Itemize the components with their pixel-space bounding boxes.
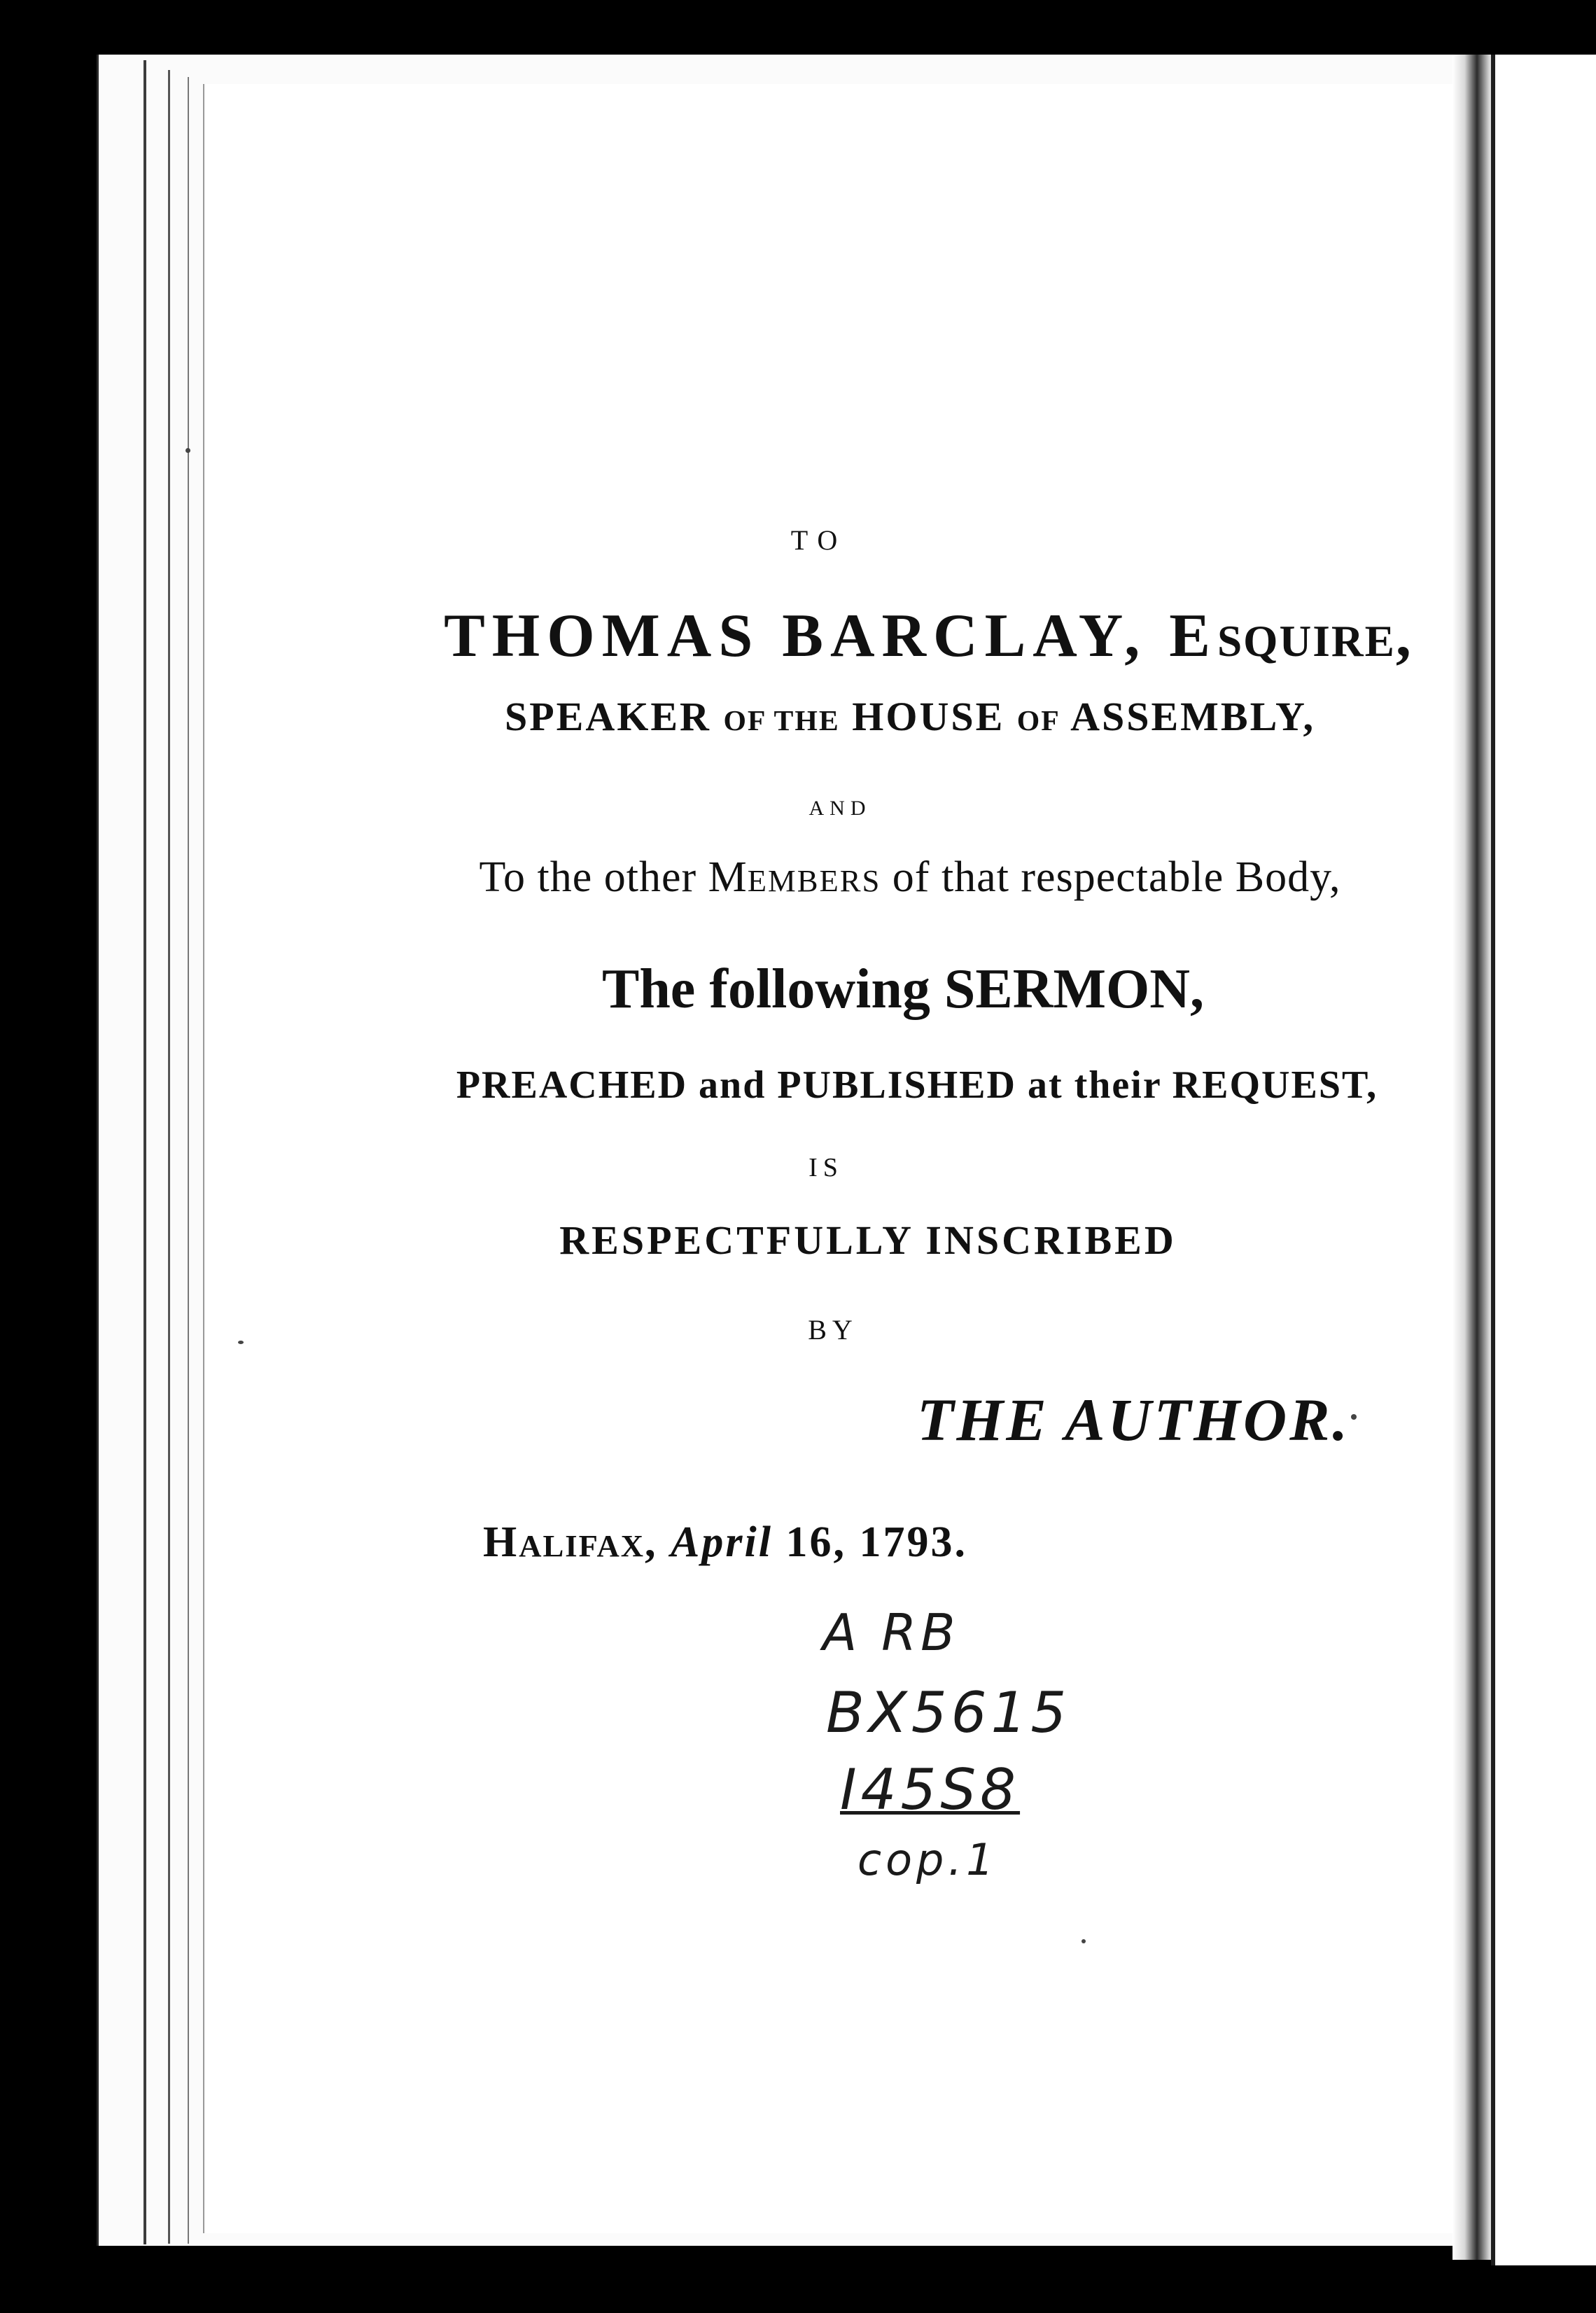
dedication-to: TO xyxy=(790,524,848,556)
paper-speck xyxy=(186,448,190,453)
members-line xyxy=(0,853,1596,902)
dedicatee-name xyxy=(0,601,1596,671)
place-rest: ALIFAX xyxy=(519,1528,645,1563)
preached-line: PREACHED and PUBLISHED at their REQUEST, xyxy=(456,1063,1378,1107)
members-word: EMBERS xyxy=(747,863,881,898)
dedication-is: IS xyxy=(808,1153,844,1182)
call-number-line-1: A RB xyxy=(822,1603,960,1662)
speaker-assembly: ASSEMBLY, xyxy=(1070,694,1316,739)
author-signature: THE AUTHOR. xyxy=(917,1386,1350,1453)
dateline-date: 16, 1793. xyxy=(772,1518,967,1566)
dedication-by: BY xyxy=(808,1314,858,1346)
dedicatee-punct: , xyxy=(1395,602,1418,670)
speaker-of: OF xyxy=(1016,705,1060,737)
speaker-house: HOUSE xyxy=(852,694,1005,739)
dedication-and: AND xyxy=(808,797,872,820)
scan-border xyxy=(0,2265,1596,2313)
paper-speck xyxy=(1082,1939,1086,1943)
paper-speck xyxy=(238,1341,244,1344)
dedicatee-title: SQUIRE xyxy=(1217,617,1396,666)
speaker-of-the: OF THE xyxy=(723,705,840,737)
members-start: To the other M xyxy=(479,853,748,901)
members-end: of that respectable Body, xyxy=(881,853,1341,901)
respectfully-line: RESPECTFULLY INSCRIBED xyxy=(559,1217,1177,1263)
dedicatee-name-main: THOMAS BARCLAY, E xyxy=(444,602,1217,670)
place-initial: H xyxy=(483,1518,519,1566)
following-sermon-line: The following SERMON, xyxy=(601,958,1205,1020)
dateline-month: April xyxy=(671,1518,773,1566)
dateline-sep: , xyxy=(645,1518,671,1566)
call-number-line-3: I45S8 xyxy=(840,1757,1021,1822)
call-number-line-4: cop.1 xyxy=(858,1834,998,1885)
dateline xyxy=(483,1518,1183,1567)
call-number-line-2: BX5615 xyxy=(826,1680,1071,1745)
paper-speck xyxy=(1351,1414,1357,1420)
speaker-line xyxy=(0,693,1596,740)
speaker-word: SPEAKER xyxy=(504,694,711,739)
